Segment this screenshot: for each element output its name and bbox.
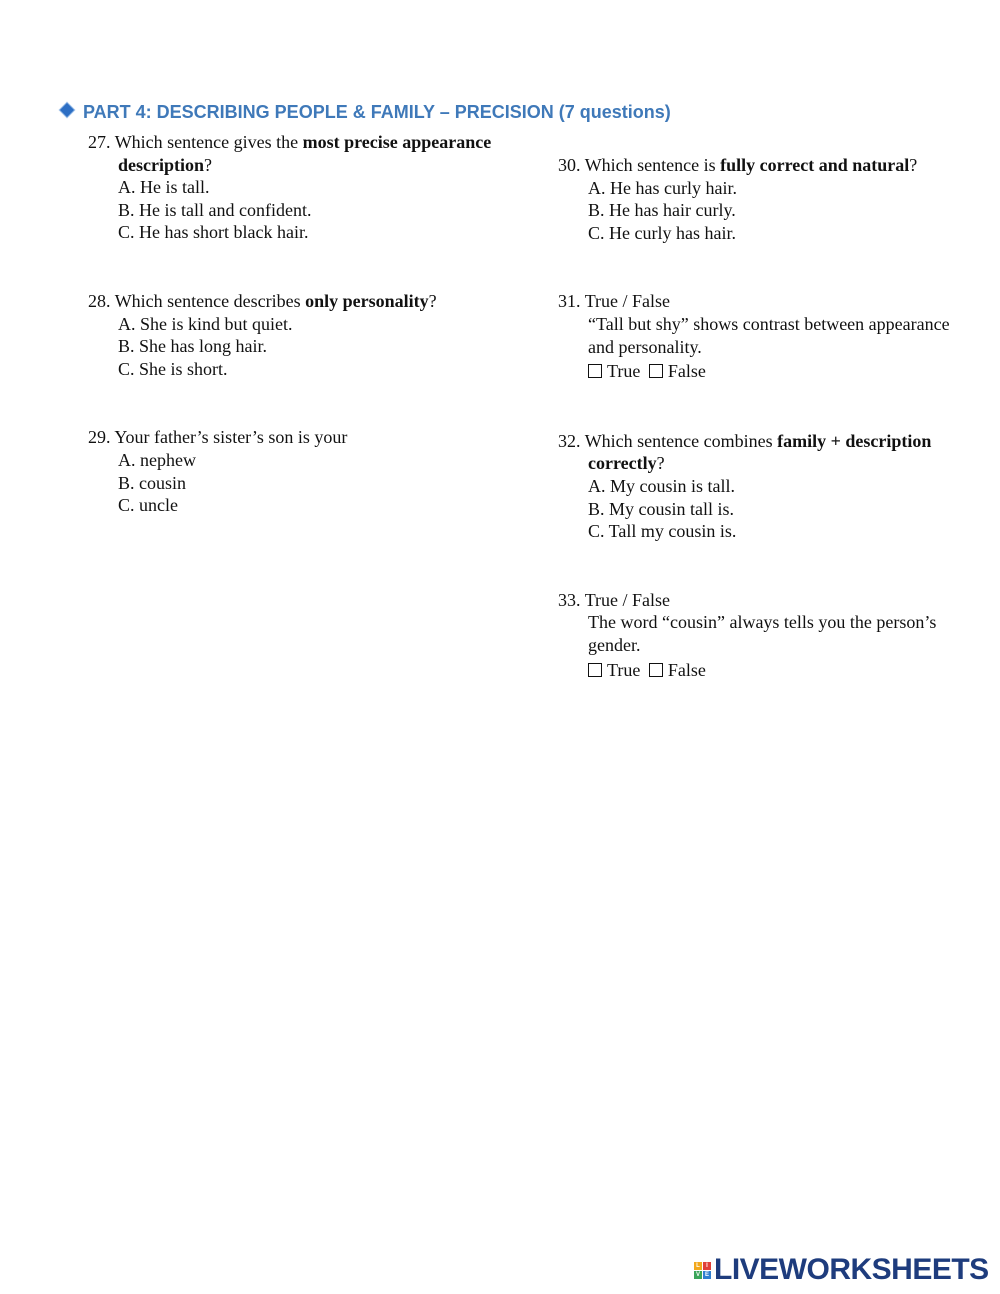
question-29 <box>88 426 508 516</box>
question-stem: 31. True / False <box>558 291 671 312</box>
true-label: True <box>607 659 641 680</box>
section-header <box>62 102 671 123</box>
option-b[interactable]: B. He is tall and confident. <box>118 199 312 220</box>
question-31 <box>558 290 978 382</box>
question-stem: 27. Which sentence gives the most precise appearance description? <box>88 132 492 175</box>
true-label: True <box>607 361 641 382</box>
left-column <box>88 131 508 517</box>
logo-grid-icon: L I V E <box>695 1262 709 1278</box>
diamond-bullet-icon <box>60 102 74 116</box>
liveworksheets-logo <box>694 1253 989 1287</box>
true-checkbox[interactable] <box>588 663 602 677</box>
question-33 <box>558 589 978 681</box>
option-c[interactable]: C. He curly has hair. <box>588 222 736 243</box>
option-a[interactable]: A. She is kind but quiet. <box>118 313 293 334</box>
question-32 <box>558 430 978 543</box>
false-checkbox[interactable] <box>649 364 663 378</box>
option-b[interactable]: B. My cousin tall is. <box>588 498 735 519</box>
question-stem: 32. Which sentence combines family + description correctly? <box>558 430 932 474</box>
section-title: PART 4: DESCRIBING PEOPLE & FAMILY – PRECISION (7 questions) <box>83 102 671 122</box>
false-checkbox[interactable] <box>649 663 663 677</box>
option-a[interactable]: A. He is tall. <box>118 177 210 198</box>
right-column <box>558 154 978 681</box>
statement-text: The word “cousin” always tells you the person’s gender. <box>588 612 937 655</box>
option-b[interactable]: B. cousin <box>118 472 187 493</box>
question-28 <box>88 290 508 380</box>
question-stem: 30. Which sentence is fully correct and natural? <box>558 155 918 175</box>
question-stem: 33. True / False <box>558 589 671 610</box>
true-false-choices <box>558 360 978 383</box>
option-a[interactable]: A. My cousin is tall. <box>588 475 735 496</box>
true-false-choices <box>558 659 978 682</box>
option-c[interactable]: C. uncle <box>118 495 178 516</box>
option-c[interactable]: C. She is short. <box>118 358 228 379</box>
option-b[interactable]: B. He has hair curly. <box>588 200 736 221</box>
option-a[interactable]: A. nephew <box>118 449 196 470</box>
option-c[interactable]: C. Tall my cousin is. <box>588 521 737 542</box>
question-27 <box>88 131 508 244</box>
false-label: False <box>667 361 706 382</box>
question-30 <box>558 154 978 244</box>
option-a[interactable]: A. He has curly hair. <box>588 177 737 198</box>
option-b[interactable]: B. She has long hair. <box>118 336 267 357</box>
true-checkbox[interactable] <box>588 364 602 378</box>
false-label: False <box>667 659 706 680</box>
option-c[interactable]: C. He has short black hair. <box>118 222 309 243</box>
logo-text: LIVEWORKSHEETS <box>714 1253 989 1286</box>
question-stem: 28. Which sentence describes only personality? <box>88 290 437 311</box>
question-stem: 29. Your father’s sister’s son is your <box>88 427 348 448</box>
statement-text: “Tall but shy” shows contrast between appearance and personality. <box>588 313 950 357</box>
